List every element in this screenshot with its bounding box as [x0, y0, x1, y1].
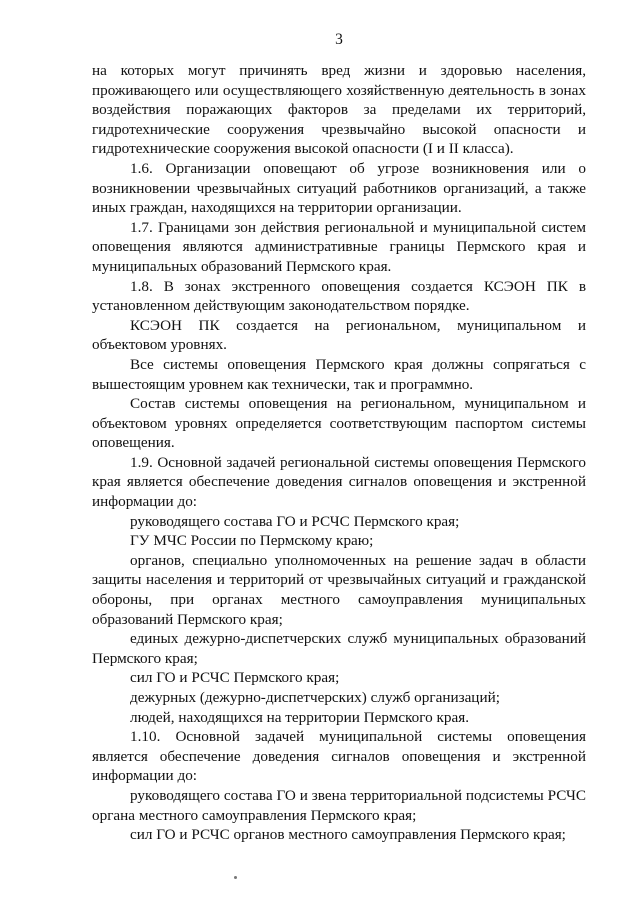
paragraph: 1.6. Организации оповещают об угрозе возникновения или о возникновении чрезвычайных ситуаций работников организаций, а также иных граждан, находящихся на территории организации.	[92, 159, 586, 217]
list-item: руководящего состава ГО и звена территориальной подсистемы РСЧС органа местного самоуправления Пермского края;	[92, 786, 586, 824]
list-item: руководящего состава ГО и РСЧС Пермского края;	[130, 512, 460, 530]
list-item: ГУ МЧС России по Пермскому краю;	[130, 532, 374, 550]
scan-speck	[234, 876, 237, 879]
list-item: людей, находящихся на территории Пермского края.	[130, 708, 469, 726]
paragraph: Все системы оповещения Пермского края должны сопрягаться с вышестоящим уровнем как технически, так и программно.	[92, 355, 586, 393]
paragraph: 1.9. Основной задачей региональной системы оповещения Пермского края является обеспечение доведения сигналов оповещения и экстренной информации до:	[92, 453, 586, 511]
page-number: 3	[335, 31, 343, 48]
paragraph: 1.10. Основной задачей муниципальной системы оповещения является обеспечение доведения сигналов оповещения и экстренной информации до:	[92, 728, 586, 785]
paragraph: 1.7. Границами зон действия региональной и муниципальной систем оповещения являются административные границы Пермского края и муниципальных образований Пермского края.	[92, 218, 586, 275]
document-body	[92, 61, 586, 845]
paragraph: 1.8. В зонах экстренного оповещения создается КСЭОН ПК в установленном действующим законодательством порядке.	[92, 277, 586, 315]
paragraph: Состав системы оповещения на региональном, муниципальном и объектовом уровнях определяется соответствующим паспортом системы оповещения.	[92, 395, 586, 452]
list-item: единых дежурно-диспетчерских служб муниципальных образований Пермского края;	[92, 630, 586, 667]
list-item: сил ГО и РСЧС органов местного самоуправления Пермского края;	[130, 826, 566, 844]
list-item: сил ГО и РСЧС Пермского края;	[130, 669, 340, 687]
paragraph: на которых могут причинять вред жизни и здоровью населения, проживающего или осуществляющего хозяйственную деятельность в зонах воздействия поражающих факторов за пределами их территорий, гидротехнические сооружения чрезвычайно высокой опасности и гидротехнические сооружения высокой опасности (I и II класса).	[92, 62, 586, 158]
list-item: органов, специально уполномоченных на решение задач в области защиты населения и территорий от чрезвычайных ситуаций и гражданской обороны, при органах местного самоуправления муниципальных образований Пермского края;	[92, 551, 586, 628]
list-item: дежурных (дежурно-диспетчерских) служб организаций;	[130, 689, 500, 706]
paragraph: КСЭОН ПК создается на региональном, муниципальном и объектовом уровнях.	[92, 316, 586, 354]
